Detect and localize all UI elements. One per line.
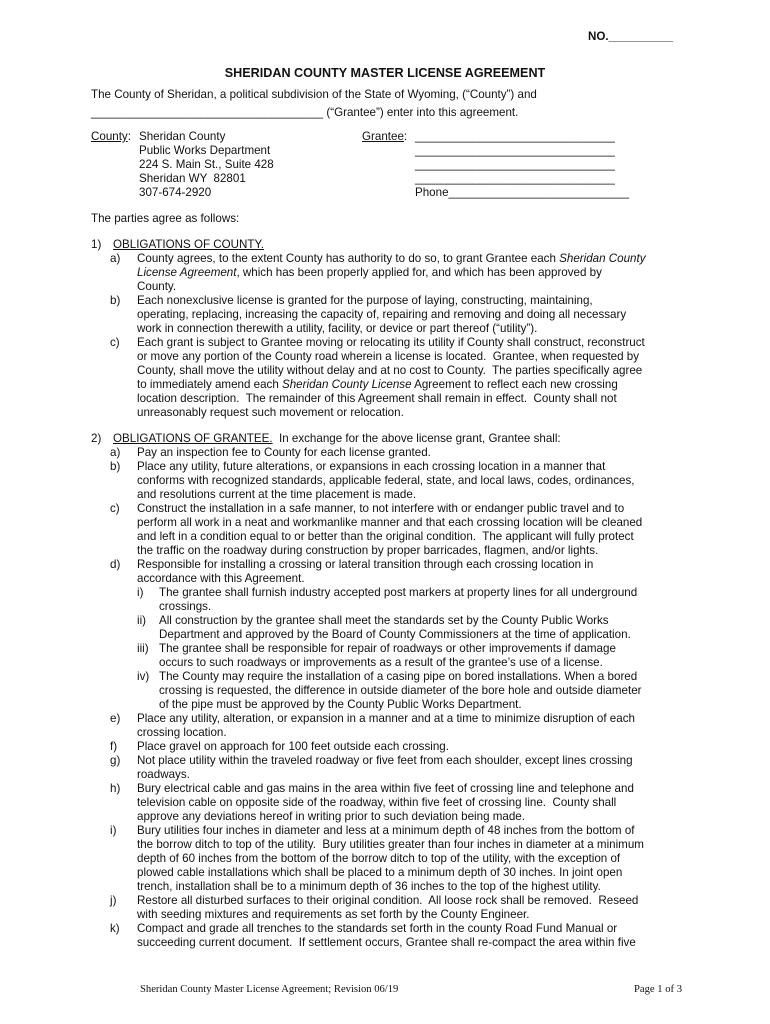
clause-text: to immediately amend each [137,378,282,391]
clause-text: Restore all disturbed surfaces to their original condition. All loose rock shall be removed. Reseed [137,894,639,907]
clause-text: the borrow ditch to top of the utility. Bury utilities greater than four inches in diameter at a minimum [137,838,644,851]
clause-text: Place any utility, future alterations, or expansions in each crossing location in a manner that [137,460,606,473]
clause-text: The County may require the installation of a casing pipe on bored installations. When a bored [159,670,638,683]
clause-item [91,712,691,740]
section-heading-line [91,238,691,252]
county-address-block: County: Sheridan County Public Works Department 224 S. Main St., Suite 428 Sheridan WY 82801 307-674-2920 [91,130,274,199]
grantee-blank-line: _______________________________ [415,158,615,171]
clause-item [91,336,691,420]
clause-text: or move any portion of the County road wherein a license is located. Grantee, when requested by [137,350,640,363]
clause-text: trench, installation shall be to a minimum depth of 36 inches to the top of the highest utility. [137,880,601,893]
county-address-line: Sheridan WY 82801 [139,172,246,185]
clause-line [137,364,691,378]
grantee-phone-line [415,186,629,200]
clause-item [91,642,691,670]
clause-text: Construct the installation in a safe manner, to not interfere with or endanger public travel and to [137,502,625,515]
clause-marker: d) [110,558,121,571]
clause-text: Bury electrical cable and gas mains in the area within five feet of crossing line and telephone and [137,782,634,795]
county-label: County [91,130,128,143]
clause-item [91,894,691,922]
clause-line [137,544,691,558]
clause-text: Place any utility, alteration, or expansion in a manner and at a time to minimize disruption of each [137,712,635,725]
clause-text: Place gravel on approach for 100 feet outside each crossing. [137,740,449,753]
clause-line [137,252,691,266]
clause-marker: b) [110,294,121,307]
clause-text: County agrees, to the extent County has authority to do so, to grant Grantee each [137,252,560,265]
clause-line [137,768,691,782]
clause-item [91,754,691,782]
clause-line [137,796,691,810]
clause-text: crossings. [159,600,212,613]
clause-text: perform all work in a neat and workmanlike manner and that each crossing location will be cleaned [137,516,643,529]
clause-line [137,936,691,950]
county-address-line: 224 S. Main St., Suite 428 [139,158,274,171]
clause-text-italic: Sheridan County [559,252,646,265]
clause-line [137,782,691,796]
clause-marker: c) [110,336,120,349]
clause-marker: b) [110,460,121,473]
clause-marker: iv) [137,670,150,683]
clause-text: unreasonably request such movement or relocation. [137,406,404,419]
clause-item [91,294,691,336]
clause-line [137,866,691,880]
clause-marker: j) [110,894,117,907]
section-heading-text [113,238,264,251]
clause-text: location description. The remainder of this Agreement shall remain in effect. County shall not [137,392,617,405]
clause-marker: h) [110,782,121,795]
document-title: SHERIDAN COUNTY MASTER LICENSE AGREEMENT [224,66,546,80]
clause-line [137,810,691,824]
clause-line [159,614,691,628]
clause-line [137,530,691,544]
clause-line [137,838,691,852]
clause-line [137,406,691,420]
grantee-blank-line: _______________________________ [415,172,615,185]
county-address-line: Public Works Department [139,144,271,157]
clause-text: depth of 60 inches from the bottom of the borrow ditch to top of the utility, with the exception of [137,852,621,865]
clause-text: Each nonexclusive license is granted for the purpose of laying, constructing, maintaining, [137,294,593,307]
clause-text: succeeding current document. If settlement occurs, Grantee shall re-compact the area within five [137,936,636,949]
grantee-phone-blank: ____________________________ [448,186,630,199]
clause-line [137,516,691,530]
clause-text: with seeding mixtures and requirements as set forth by the County Engineer. [137,908,530,921]
clause-text: operating, replacing, increasing the capacity of, repairing and removing and doing all necessary [137,308,627,321]
clause-text: television cable on opposite side of the roadway, within five feet of crossing line. County shall [137,796,617,809]
clause-line [137,894,691,908]
clause-marker: c) [110,502,120,515]
county-phone: 307-674-2920 [139,186,212,199]
clause-text: work in connection therewith a utility, facility, or device or part thereof (“utility”). [137,322,538,335]
clause-text: crossing is requested, the difference in outside diameter of the bore hole and outside diameter [159,684,642,697]
clause-item [91,586,691,614]
clause-item [91,922,691,950]
clause-text: Bury utilities four inches in diameter and less at a minimum depth of 48 inches from the bottom of [137,824,635,837]
clause-line [159,642,691,656]
clause-text: conforms with recognized standards, applicable federal, state, and local laws, codes, ordinances, [137,474,635,487]
clause-text: Department and approved by the Board of County Commissioners at the time of application. [159,628,631,641]
clause-line [159,600,691,614]
clause-line [137,922,691,936]
clause-line [159,670,691,684]
grantee-block: Grantee: _______________________________ _______________________________ _______________________________ _______________________________ Phone____________________________ [362,130,630,199]
clause-line [137,322,691,336]
clause-text: All construction by the grantee shall meet the standards set by the County Public Works [159,614,609,627]
clause-item [91,670,691,712]
clause-text: Each grant is subject to Grantee moving or relocating its utility if County shall construct, reconstruct [137,336,645,349]
clause-line [137,392,691,406]
clause-line [137,294,691,308]
parties-statement: The parties agree as follows: [91,212,240,225]
page-footer [140,984,682,995]
clause-text: The grantee shall furnish industry accepted post markers at property lines for all underground [159,586,638,599]
clause-text: County. [137,280,177,293]
section-heading: OBLIGATIONS OF GRANTEE. [113,432,273,445]
clause-item [91,740,691,754]
clause-item [91,252,691,294]
section-obligations-of-county [91,238,691,420]
section-number: 2) [91,432,102,445]
clause-text: and left in a condition equal to or better than the original condition. The applicant will fully protect [137,530,634,543]
clause-text: occurs to such roadways or improvements as a result of the grantee’s use of a license. [159,656,603,669]
clause-line [137,558,691,572]
clause-line [137,852,691,866]
section-heading-line [91,432,691,446]
clause-text-italic: License Agreement [137,266,237,279]
section-obligations-of-grantee [91,432,691,950]
clause-text: accordance with this Agreement. [137,572,305,585]
clause-line [159,698,691,712]
intro-paragraph [91,86,537,122]
clause-marker: a) [110,446,121,459]
footer-revision: Sheridan County Master License Agreement; Revision 06/19 [140,984,399,995]
clause-line [137,266,691,280]
clause-item [91,460,691,502]
clause-line [137,350,691,364]
clause-marker: iii) [137,642,149,655]
clause-line [159,656,691,670]
clause-text: and resolutions current at the time placement is made. [137,488,417,501]
clause-marker: f) [110,740,118,753]
clause-marker: ii) [137,614,147,627]
clause-line [137,740,691,754]
clause-line [137,726,691,740]
clause-line [137,754,691,768]
clause-text: Compact and grade all trenches to the standards set forth in the county Road Fund Manual or [137,922,618,935]
clause-marker: g) [110,754,121,767]
clause-text-italic: Sheridan County License [282,378,412,391]
clause-marker: i) [110,824,117,837]
clause-line [137,474,691,488]
clause-line [137,824,691,838]
clause-line [137,446,691,460]
clause-line [159,684,691,698]
clause-line [137,460,691,474]
clause-line [137,502,691,516]
clause-text: Agreement to reflect each new crossing [411,378,618,391]
clause-line [137,308,691,322]
clause-line [137,488,691,502]
section-number: 1) [91,238,102,251]
clause-item [91,446,691,460]
grantee-blank-line: _______________________________ [415,130,615,143]
grantee-phone-label: Phone [415,186,449,199]
clause-line [137,280,691,294]
clause-line [159,586,691,600]
intro-line: The County of Sheridan, a political subdivision of the State of Wyoming, (“County”) and [91,88,537,101]
clause-line [137,336,691,350]
clause-marker: a) [110,252,121,265]
clause-line [137,378,691,392]
clause-text: the traffic on the roadway during construction by proper barricades, flagmen, and/or lights. [137,544,599,557]
clause-marker: k) [110,922,120,935]
grantee-blank-line: _______________________________ [415,144,615,157]
clause-text: Responsible for installing a crossing or lateral transition through each crossing location in [137,558,594,571]
clause-line [159,628,691,642]
clause-text: roadways. [137,768,190,781]
document-number-field: NO.__________ [588,30,674,43]
clause-line [137,572,691,586]
section-heading-text [113,432,561,445]
clause-line [137,908,691,922]
clause-item [91,824,691,894]
grantee-label: Grantee [362,130,404,143]
clause-item [91,782,691,824]
clause-line [137,880,691,894]
clause-marker: e) [110,712,121,725]
clause-text: County, shall move the utility without delay and at no cost to County. The parties specifically agree [137,364,643,377]
clause-item [91,502,691,558]
clause-text: , which has been properly applied for, and which has been approved by [236,266,602,279]
footer-page-number: Page 1 of 3 [634,984,682,995]
clause-text: approve any deviations hereof in writing prior to such deviation being made. [137,810,525,823]
clause-line [137,712,691,726]
section-heading: OBLIGATIONS OF COUNTY. [113,238,264,251]
clause-text: plowed cable installations which shall be placed to a minimum depth of 30 inches. In joint open [137,866,623,879]
clause-text: crossing location. [137,726,227,739]
county-address-line: Sheridan County [139,130,226,143]
clause-item [91,614,691,642]
clause-text: Pay an inspection fee to County for each license granted. [137,446,431,459]
clause-text: The grantee shall be responsible for repair of roadways or other improvements if damage [159,642,616,655]
clause-text: of the pipe must be approved by the County Public Works Department. [159,698,522,711]
clause-marker: i) [137,586,144,599]
clause-text: Not place utility within the traveled roadway or five feet from each shoulder, except lines crossing [137,754,633,767]
clause-item [91,558,691,586]
intro-line: ____________________________________ (“Grantee”) enter into this agreement. [91,106,519,119]
section-intro: In exchange for the above license grant, Grantee shall: [272,432,561,445]
